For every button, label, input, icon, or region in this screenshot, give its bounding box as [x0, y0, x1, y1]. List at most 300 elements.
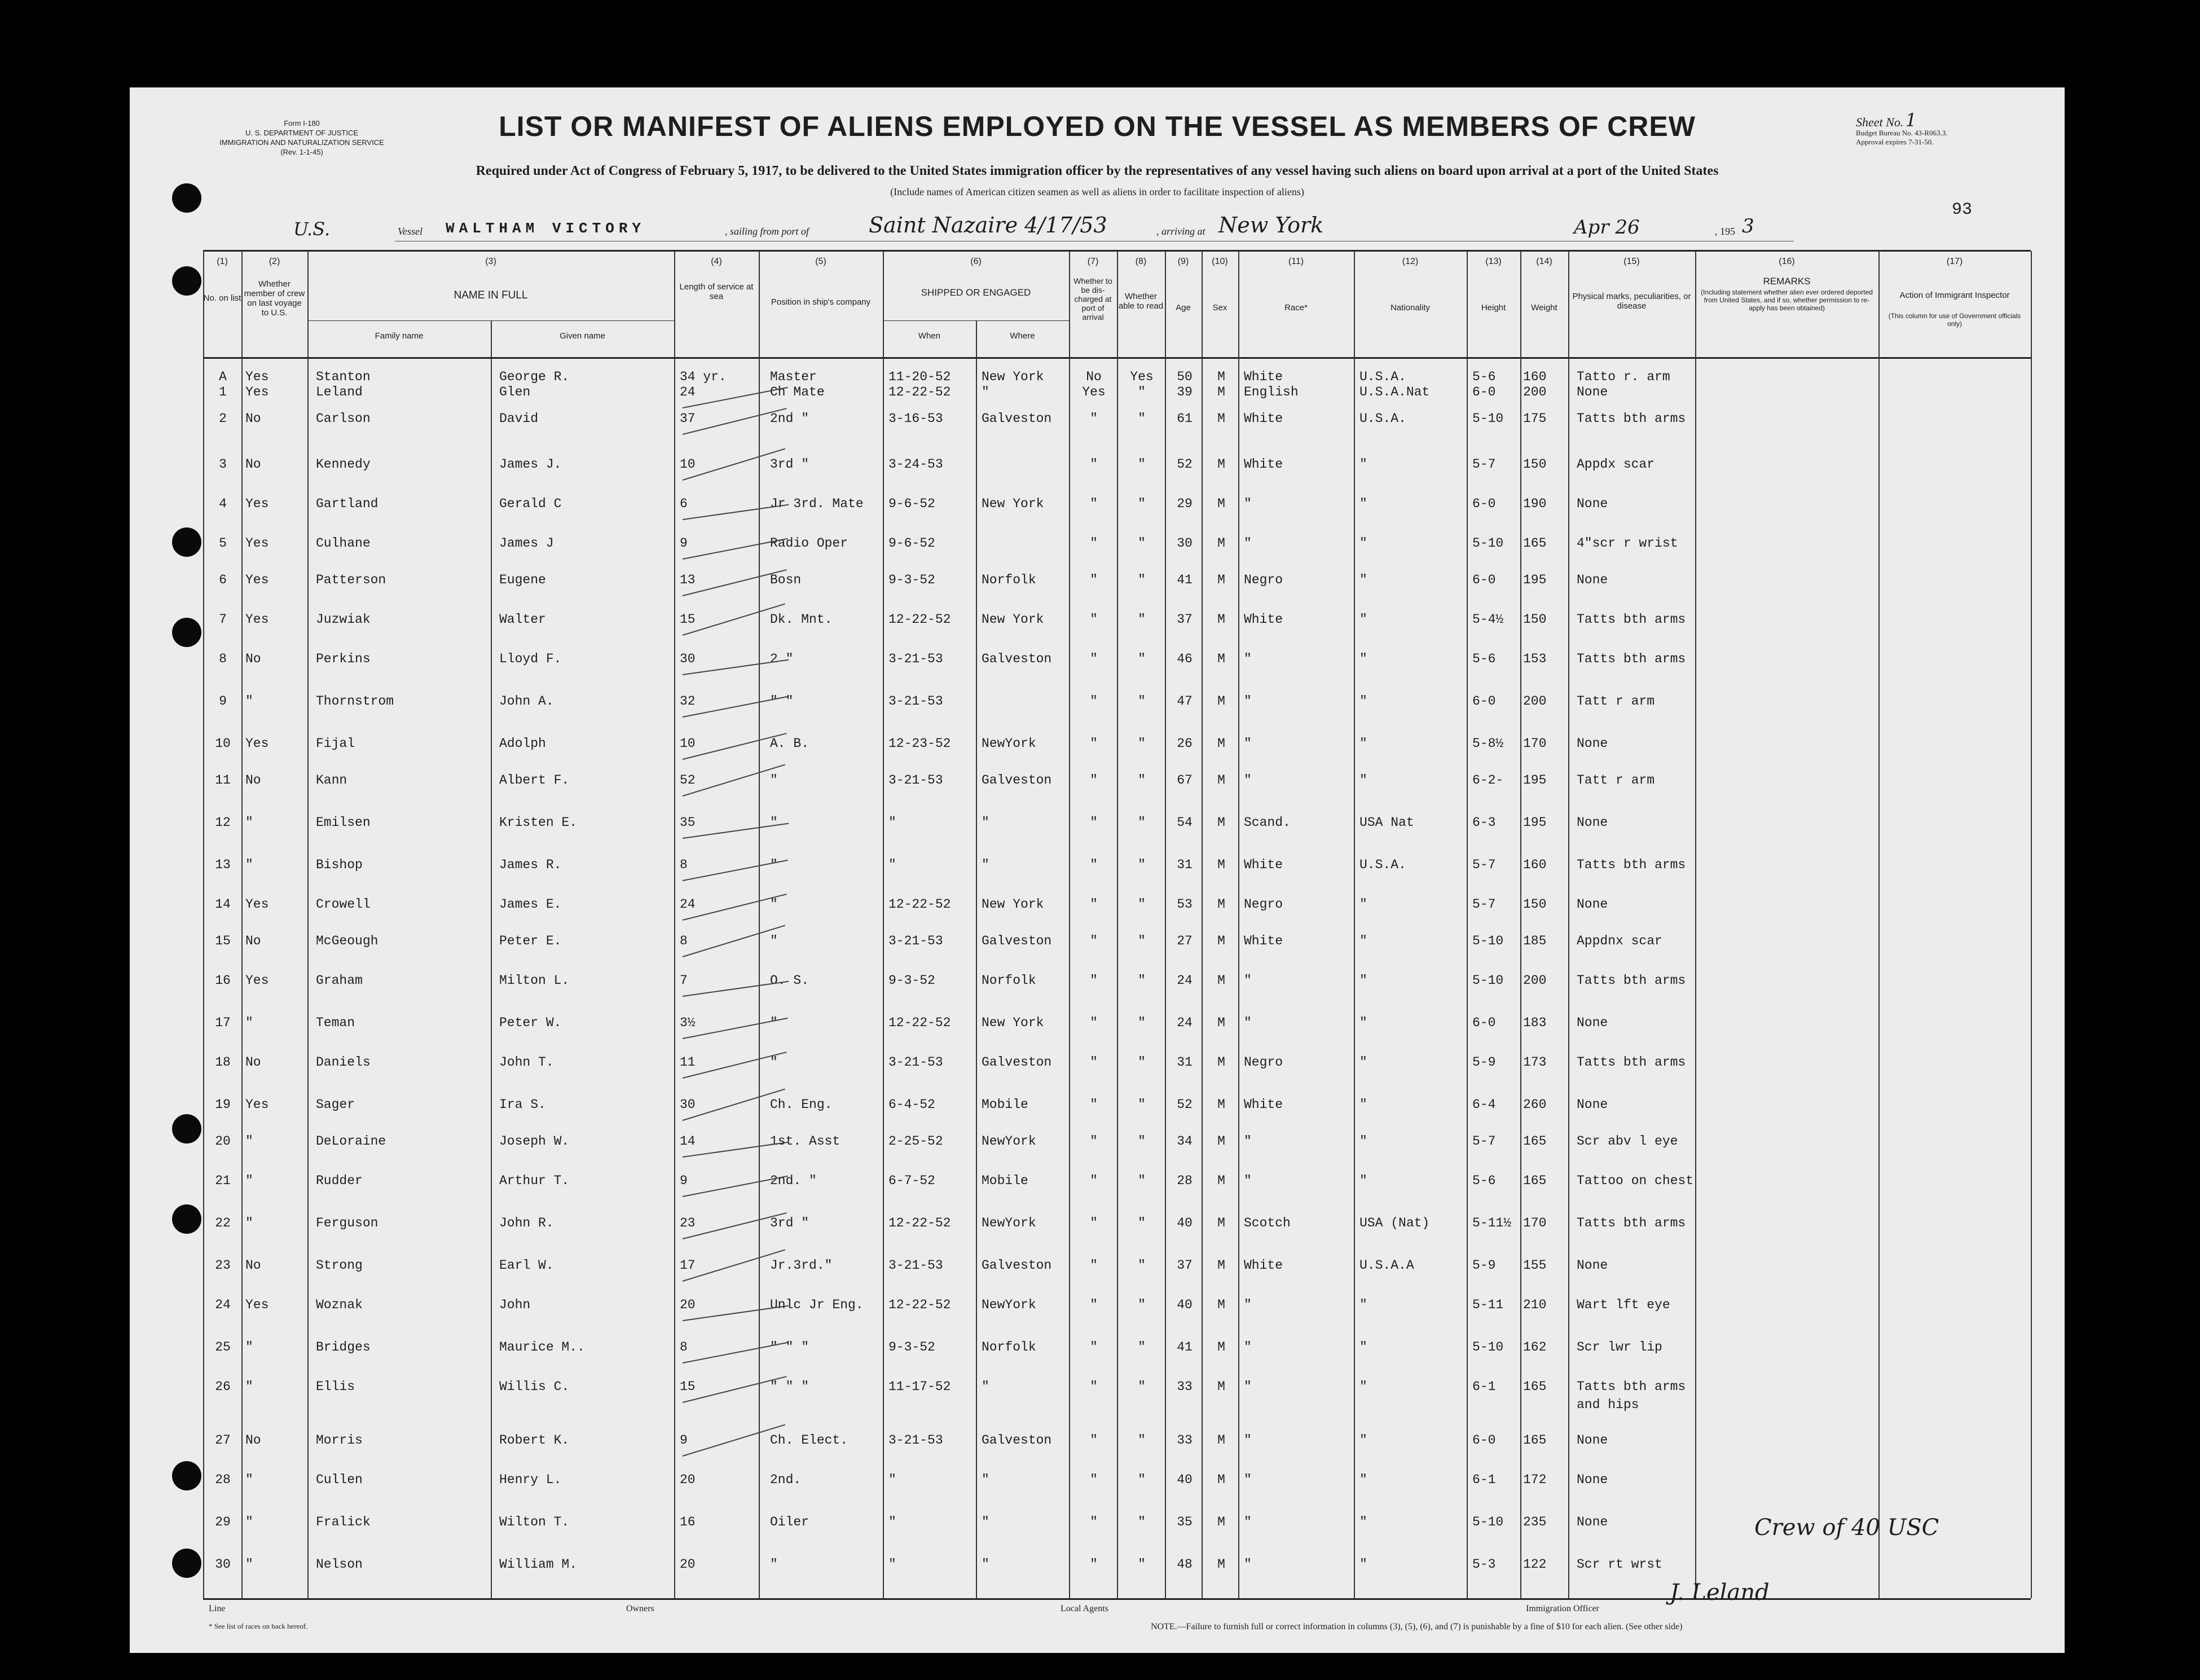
cell-member: No: [245, 1055, 261, 1070]
cell-where: NewYork: [982, 1134, 1036, 1149]
cell-marks: Tatts bth arms: [1577, 411, 1686, 426]
cell-length: 23: [680, 1216, 696, 1230]
cell-age: 40: [1177, 1298, 1193, 1312]
cell-disch: ": [1090, 652, 1098, 666]
cell-weight: 150: [1523, 457, 1547, 472]
cell-race: ": [1244, 1515, 1252, 1529]
cell-no: 12: [215, 815, 231, 830]
col-number: (16): [1779, 257, 1795, 266]
cell-when: 3-24-53: [888, 457, 943, 472]
cell-member: ": [245, 857, 253, 872]
cell-family: Stanton: [316, 370, 371, 384]
cell-no: 7: [219, 612, 227, 627]
cell-no: 18: [215, 1055, 231, 1070]
cell-given: Willis C.: [499, 1379, 570, 1394]
cell-member: ": [245, 1134, 253, 1149]
cell-length: 24: [680, 385, 696, 399]
cell-read: ": [1138, 1515, 1146, 1529]
cell-when: 12-22-52: [888, 385, 951, 399]
cell-nat: ": [1359, 1557, 1367, 1572]
cell-height: 5-9: [1472, 1055, 1496, 1070]
cell-where: Galveston: [982, 652, 1052, 666]
cell-weight: 260: [1523, 1097, 1547, 1112]
cell-nat: ": [1359, 652, 1367, 666]
cell-disch: No: [1086, 370, 1102, 384]
cell-disch: ": [1090, 1258, 1098, 1273]
cell-position: 2nd ": [770, 411, 809, 426]
officer-signature: J. Leland: [1670, 1580, 1770, 1606]
cell-race: ": [1244, 496, 1252, 511]
cell-height: 5-10: [1472, 973, 1504, 988]
cell-given: Peter W.: [499, 1015, 562, 1030]
cell-weight: 165: [1523, 1173, 1547, 1188]
cell-family: Carlson: [316, 411, 371, 426]
cell-race: Scotch: [1244, 1216, 1291, 1230]
cell-height: 6-0: [1472, 1433, 1496, 1448]
cell-position: ": [770, 897, 778, 912]
cell-read: ": [1138, 1298, 1146, 1312]
cell-disch: ": [1090, 496, 1098, 511]
cell-where: Galveston: [982, 773, 1052, 788]
header-remarks-note: (Including statement whether alien ever ordered deported from United States, and if so, whether permission to re-apply has been obtained): [1701, 288, 1873, 312]
cell-marks: Appdnx scar: [1577, 934, 1662, 948]
cell-height: 6-2-: [1472, 773, 1504, 788]
cell-member: No: [245, 1258, 261, 1273]
cell-disch: ": [1090, 1340, 1098, 1354]
cell-marks: None: [1577, 1258, 1608, 1273]
cell-disch: ": [1090, 973, 1098, 988]
cell-sex: M: [1217, 1258, 1225, 1273]
cell-weight: 195: [1523, 573, 1547, 587]
cell-height: 5-7: [1472, 857, 1496, 872]
cell-position: ": [770, 1015, 778, 1030]
cell-family: McGeough: [316, 934, 379, 948]
col-border: [491, 320, 492, 1598]
cell-length: 14: [680, 1134, 696, 1149]
cell-family: Teman: [316, 1015, 355, 1030]
footer-agents-label: Local Agents: [1061, 1604, 1108, 1613]
col-border: [883, 251, 884, 1598]
cell-race: White: [1244, 1258, 1283, 1273]
cell-position: Unlc Jr Eng.: [770, 1298, 864, 1312]
cell-read: ": [1138, 496, 1146, 511]
cell-family: Culhane: [316, 536, 371, 551]
sailing-label: , sailing from port of: [725, 226, 809, 237]
cell-height: 5-10: [1472, 411, 1504, 426]
cell-sex: M: [1217, 1298, 1225, 1312]
cell-family: Fralick: [316, 1515, 371, 1529]
cell-race: ": [1244, 1340, 1252, 1354]
cell-position: Bosn: [770, 573, 802, 587]
cell-when: 11-17-52: [888, 1379, 951, 1394]
cell-disch: ": [1090, 815, 1098, 830]
cell-no: 6: [219, 573, 227, 587]
cell-family: Ferguson: [316, 1216, 379, 1230]
cell-member: Yes: [245, 370, 269, 384]
cell-race: White: [1244, 934, 1283, 948]
cell-weight: 200: [1523, 973, 1547, 988]
cell-given: Kristen E.: [499, 815, 578, 830]
cell-length: 34 yr.: [680, 370, 727, 384]
cell-member: No: [245, 1433, 261, 1448]
cell-nat: ": [1359, 897, 1367, 912]
cell-no: 16: [215, 973, 231, 988]
col-number: (8): [1135, 257, 1147, 266]
cell-when: ": [888, 1557, 896, 1572]
cell-weight: 160: [1523, 857, 1547, 872]
cell-position: 2 ": [770, 652, 794, 666]
cell-age: 35: [1177, 1515, 1193, 1529]
header-action: Action of Immigrant Inspector: [1899, 291, 2010, 300]
cell-member: ": [245, 1557, 253, 1572]
cell-sex: M: [1217, 573, 1225, 587]
cell-given: James J: [499, 536, 554, 551]
cell-marks: None: [1577, 1472, 1608, 1487]
col-number: (1): [217, 257, 228, 266]
cell-age: 28: [1177, 1173, 1193, 1188]
cell-marks: Wart lft eye: [1577, 1298, 1670, 1312]
cell-when: 12-23-52: [888, 736, 951, 751]
cell-height: 6-0: [1472, 573, 1496, 587]
cell-where: New York: [982, 496, 1044, 511]
cell-length: 8: [680, 857, 688, 872]
header-action-note: (This column for use of Government officials only): [1888, 312, 2021, 328]
cell-marks-continued: and hips: [1577, 1397, 1639, 1412]
cell-position: Master: [770, 370, 817, 384]
cell-no: 30: [215, 1557, 231, 1572]
cell-given: John T.: [499, 1055, 554, 1070]
cell-sex: M: [1217, 1433, 1225, 1448]
cell-nat: ": [1359, 1298, 1367, 1312]
cell-read: ": [1138, 1097, 1146, 1112]
cell-race: White: [1244, 1097, 1283, 1112]
cell-age: 30: [1177, 536, 1193, 551]
cell-marks: Tatts bth arms: [1577, 652, 1686, 666]
header-remarks: REMARKS: [1763, 276, 1811, 287]
cell-read: ": [1138, 536, 1146, 551]
cell-sex: M: [1217, 934, 1225, 948]
cell-weight: 210: [1523, 1298, 1547, 1312]
cell-marks: Tatts bth arms: [1577, 1055, 1686, 1070]
cell-age: 37: [1177, 612, 1193, 627]
cell-age: 31: [1177, 857, 1193, 872]
col-border: [1117, 251, 1118, 1598]
cell-given: Maurice M..: [499, 1340, 585, 1354]
cell-where: ": [982, 815, 989, 830]
cell-when: 3-21-53: [888, 934, 943, 948]
cell-age: 52: [1177, 1097, 1193, 1112]
binder-hole: [172, 527, 201, 557]
col-number: (17): [1946, 257, 1963, 266]
cell-family: Ellis: [316, 1379, 355, 1394]
cell-weight: 165: [1523, 1433, 1547, 1448]
cell-weight: 162: [1523, 1340, 1547, 1354]
cell-race: Negro: [1244, 1055, 1283, 1070]
cell-height: 6-1: [1472, 1472, 1496, 1487]
cell-race: ": [1244, 973, 1252, 988]
cell-height: 5-7: [1472, 897, 1496, 912]
cell-marks: Tatt r arm: [1577, 773, 1655, 788]
cell-given: Albert F.: [499, 773, 570, 788]
cell-no: 9: [219, 694, 227, 709]
cell-marks: None: [1577, 573, 1608, 587]
cell-read: ": [1138, 457, 1146, 472]
cell-no: 17: [215, 1015, 231, 1030]
cell-disch: ": [1090, 857, 1098, 872]
cell-age: 37: [1177, 1258, 1193, 1273]
cell-weight: 190: [1523, 496, 1547, 511]
cell-member: ": [245, 1340, 253, 1354]
cell-nat: ": [1359, 573, 1367, 587]
cell-when: 6-7-52: [888, 1173, 935, 1188]
cell-where: NewYork: [982, 1298, 1036, 1312]
cell-when: 9-6-52: [888, 496, 935, 511]
cell-where: New York: [982, 612, 1044, 627]
vessel-flag: U.S.: [293, 218, 331, 240]
cell-length: 30: [680, 1097, 696, 1112]
cell-weight: 172: [1523, 1472, 1547, 1487]
cell-member: Yes: [245, 897, 269, 912]
year-suffix: 3: [1742, 215, 1754, 238]
cell-disch: ": [1090, 736, 1098, 751]
cell-marks: None: [1577, 496, 1608, 511]
col-border: [759, 251, 760, 1598]
cell-nat: ": [1359, 736, 1367, 751]
cell-when: 3-21-53: [888, 652, 943, 666]
col-number: (6): [970, 257, 982, 266]
cell-marks: Tatto r. arm: [1577, 370, 1670, 384]
cell-length: 30: [680, 652, 696, 666]
cell-member: Yes: [245, 496, 269, 511]
cell-sex: M: [1217, 1055, 1225, 1070]
cell-read: ": [1138, 857, 1146, 872]
cell-member: No: [245, 934, 261, 948]
cell-no: 25: [215, 1340, 231, 1354]
cell-height: 6-3: [1472, 815, 1496, 830]
cell-marks: Tatts bth arms: [1577, 973, 1686, 988]
col-number: (3): [485, 257, 496, 266]
cell-no: 13: [215, 857, 231, 872]
cell-read: ": [1138, 1216, 1146, 1230]
cell-given: James J.: [499, 457, 562, 472]
cell-no: 19: [215, 1097, 231, 1112]
cell-member: ": [245, 1015, 253, 1030]
cell-read: ": [1138, 411, 1146, 426]
cell-given: William M.: [499, 1557, 578, 1572]
cell-age: 39: [1177, 385, 1193, 399]
form-id-line: Form I-180: [284, 119, 320, 127]
cell-disch: ": [1090, 1557, 1098, 1572]
cell-age: 24: [1177, 1015, 1193, 1030]
cell-family: Emilsen: [316, 815, 371, 830]
cell-read: Yes: [1130, 370, 1154, 384]
cell-read: ": [1138, 1173, 1146, 1188]
cell-read: ": [1138, 1340, 1146, 1354]
col-border: [1238, 251, 1239, 1598]
cell-length: 16: [680, 1515, 696, 1529]
binder-hole: [172, 1461, 201, 1490]
page-mark: 93: [1952, 200, 1973, 219]
cell-length: 9: [680, 536, 688, 551]
cell-family: Kennedy: [316, 457, 371, 472]
cell-where: Galveston: [982, 1055, 1052, 1070]
cell-given: Milton L.: [499, 973, 570, 988]
cell-length: 32: [680, 694, 696, 709]
cell-length: 3½: [680, 1015, 696, 1030]
cell-position: ": [770, 934, 778, 948]
cell-member: ": [245, 1515, 253, 1529]
cell-family: Graham: [316, 973, 363, 988]
header-age: Age: [1176, 303, 1191, 313]
cell-marks: None: [1577, 385, 1608, 399]
cell-given: Ira S.: [499, 1097, 546, 1112]
cell-no: 4: [219, 496, 227, 511]
cell-when: 3-21-53: [888, 694, 943, 709]
cell-given: John A.: [499, 694, 554, 709]
cell-read: ": [1138, 1258, 1146, 1273]
cell-sex: M: [1217, 694, 1225, 709]
cell-family: Crowell: [316, 897, 371, 912]
cell-no: 28: [215, 1472, 231, 1487]
cell-family: Fijal: [316, 736, 355, 751]
cell-nat: ": [1359, 1055, 1367, 1070]
cell-when: 3-21-53: [888, 1055, 943, 1070]
footer-officer-label: Immigration Officer: [1526, 1604, 1599, 1613]
cell-given: George R.: [499, 370, 570, 384]
cell-when: 11-20-52: [888, 370, 951, 384]
cell-weight: 173: [1523, 1055, 1547, 1070]
cell-weight: 195: [1523, 815, 1547, 830]
cell-age: 29: [1177, 496, 1193, 511]
cell-height: 6-0: [1472, 1015, 1496, 1030]
binder-hole: [172, 266, 201, 296]
cell-position: Jr 3rd. Mate: [770, 496, 864, 511]
sheet-number: 1: [1905, 109, 1917, 131]
cell-height: 5-10: [1472, 1340, 1504, 1354]
cell-sex: M: [1217, 536, 1225, 551]
cell-given: Walter: [499, 612, 546, 627]
cell-sex: M: [1217, 1379, 1225, 1394]
cell-position: Ch Mate: [770, 385, 825, 399]
cell-nat: USA Nat: [1359, 815, 1414, 830]
cell-when: 9-6-52: [888, 536, 935, 551]
cell-given: Peter E.: [499, 934, 562, 948]
cell-weight: 200: [1523, 694, 1547, 709]
cell-age: 67: [1177, 773, 1193, 788]
cell-race: White: [1244, 411, 1283, 426]
binder-hole: [172, 1114, 201, 1144]
cell-member: ": [245, 694, 253, 709]
cell-when: 12-22-52: [888, 612, 951, 627]
cell-nat: U.S.A.Nat: [1359, 385, 1430, 399]
cell-no: 2: [219, 411, 227, 426]
cell-height: 5-8½: [1472, 736, 1504, 751]
cell-position: ": [770, 1557, 778, 1572]
cell-nat: U.S.A.: [1359, 857, 1406, 872]
cell-age: 48: [1177, 1557, 1193, 1572]
cell-height: 6-4: [1472, 1097, 1496, 1112]
cell-position: Ch. Eng.: [770, 1097, 833, 1112]
cell-age: 24: [1177, 973, 1193, 988]
binder-hole: [172, 618, 201, 647]
cell-nat: U.S.A.: [1359, 370, 1406, 384]
sailing-port: Saint Nazaire 4/17/53: [869, 213, 1107, 238]
cell-no: 21: [215, 1173, 231, 1188]
cell-weight: 183: [1523, 1015, 1547, 1030]
header-family-name: Family name: [375, 331, 424, 341]
cell-nat: ": [1359, 1173, 1367, 1188]
cell-marks: None: [1577, 815, 1608, 830]
cell-sex: M: [1217, 1557, 1225, 1572]
cell-read: ": [1138, 1134, 1146, 1149]
cell-height: 6-0: [1472, 385, 1496, 399]
cell-weight: 150: [1523, 897, 1547, 912]
cell-no: 15: [215, 934, 231, 948]
cell-nat: ": [1359, 1515, 1367, 1529]
cell-disch: ": [1090, 411, 1098, 426]
cell-member: No: [245, 652, 261, 666]
col-number: (5): [815, 257, 826, 266]
cell-disch: Yes: [1082, 385, 1106, 399]
cell-marks: Tatts bth arms: [1577, 612, 1686, 627]
cell-age: 40: [1177, 1472, 1193, 1487]
cell-where: NewYork: [982, 1216, 1036, 1230]
cell-race: ": [1244, 694, 1252, 709]
cell-marks: None: [1577, 1015, 1608, 1030]
cell-nat: ": [1359, 934, 1367, 948]
cell-sex: M: [1217, 1340, 1225, 1354]
cell-age: 53: [1177, 897, 1193, 912]
cell-marks: None: [1577, 1433, 1608, 1448]
cell-age: 47: [1177, 694, 1193, 709]
manifest-sheet: [130, 87, 2065, 1653]
col-border: [1520, 251, 1521, 1598]
cell-position: Dk. Mnt.: [770, 612, 833, 627]
cell-sex: M: [1217, 612, 1225, 627]
cell-when: 12-22-52: [888, 1015, 951, 1030]
cell-marks: Tatts bth arms: [1577, 857, 1686, 872]
col-number: (15): [1623, 257, 1640, 266]
cell-disch: ": [1090, 694, 1098, 709]
cell-length: 20: [680, 1557, 696, 1572]
cell-no: 3: [219, 457, 227, 472]
cell-age: 46: [1177, 652, 1193, 666]
binder-hole: [172, 1204, 201, 1234]
cell-position: 3rd ": [770, 1216, 809, 1230]
cell-disch: ": [1090, 934, 1098, 948]
header-where: Where: [1010, 331, 1035, 341]
cell-family: Bridges: [316, 1340, 371, 1354]
binder-hole: [172, 183, 201, 213]
cell-weight: 170: [1523, 736, 1547, 751]
cell-position: O. S.: [770, 973, 809, 988]
page-subtitle-note: (Include names of American citizen seamen as well as aliens in order to facilitate inspection of aliens): [890, 186, 1304, 197]
cell-position: A. B.: [770, 736, 809, 751]
cell-race: White: [1244, 612, 1283, 627]
cell-member: Yes: [245, 736, 269, 751]
cell-where: Norfolk: [982, 973, 1036, 988]
cell-race: ": [1244, 1015, 1252, 1030]
cell-given: Wilton T.: [499, 1515, 570, 1529]
cell-age: 33: [1177, 1433, 1193, 1448]
cell-age: 50: [1177, 370, 1193, 384]
cell-height: 5-11½: [1472, 1216, 1512, 1230]
cell-sex: M: [1217, 773, 1225, 788]
cell-when: 2-25-52: [888, 1134, 943, 1149]
cell-sex: M: [1217, 457, 1225, 472]
col-number: (14): [1536, 257, 1552, 266]
cell-race: ": [1244, 1433, 1252, 1448]
